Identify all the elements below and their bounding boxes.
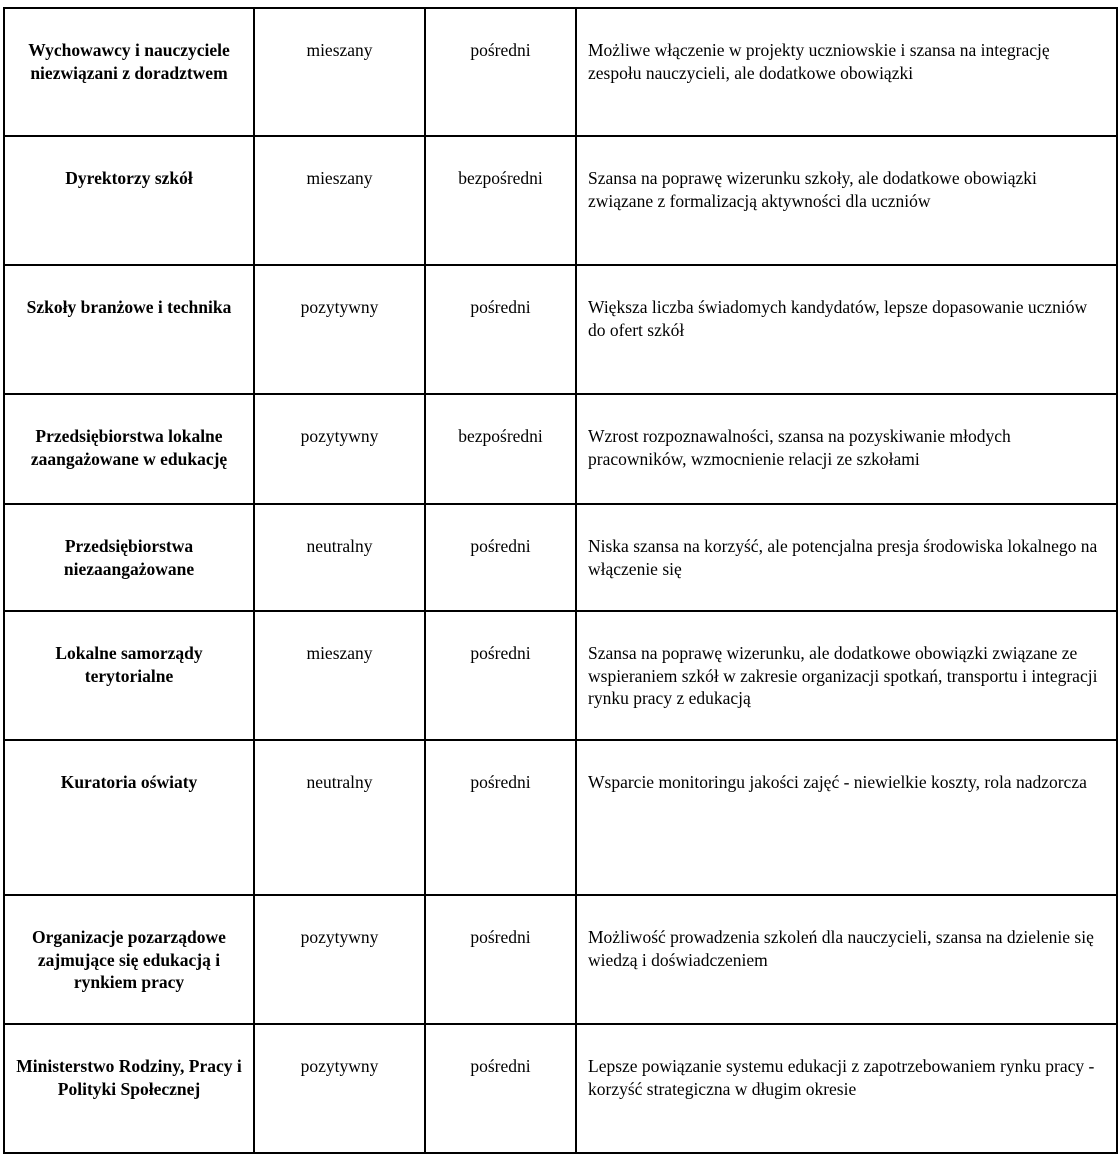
table-row (4, 895, 1117, 1024)
impact-value: mieszany (254, 8, 425, 136)
impact-type: pośredni (425, 895, 576, 1024)
impact-description: Możliwe włączenie w projekty uczniowskie i szansa na integrację zespołu nauczycieli, ale dodatkowe obowiązki (576, 8, 1117, 136)
table-row (4, 504, 1117, 611)
impact-value: neutralny (254, 504, 425, 611)
impact-type: pośredni (425, 1024, 576, 1153)
impact-value: pozytywny (254, 895, 425, 1024)
table-row (4, 611, 1117, 740)
impact-value: pozytywny (254, 265, 425, 394)
impact-description: Lepsze powiązanie systemu edukacji z zapotrzebowaniem rynku pracy - korzyść strategiczna w długim okresie (576, 1024, 1117, 1153)
impact-value: mieszany (254, 136, 425, 265)
stakeholder-name: Kuratoria oświaty (4, 740, 254, 895)
stakeholder-name: Przedsiębiorstwa niezaangażowane (4, 504, 254, 611)
impact-value: neutralny (254, 740, 425, 895)
impact-type: pośredni (425, 611, 576, 740)
impact-value: mieszany (254, 611, 425, 740)
stakeholder-name: Organizacje pozarządowe zajmujące się edukacją i rynkiem pracy (4, 895, 254, 1024)
stakeholder-name: Ministerstwo Rodziny, Pracy i Polityki Społecznej (4, 1024, 254, 1153)
table-row (4, 136, 1117, 265)
stakeholder-name: Przedsiębiorstwa lokalne zaangażowane w edukację (4, 394, 254, 504)
stakeholder-name: Dyrektorzy szkół (4, 136, 254, 265)
table-row (4, 740, 1117, 895)
table-row (4, 394, 1117, 504)
impact-description: Możliwość prowadzenia szkoleń dla nauczycieli, szansa na dzielenie się wiedzą i doświadczeniem (576, 895, 1117, 1024)
table-row (4, 8, 1117, 136)
table-row (4, 1024, 1117, 1153)
impact-type: pośredni (425, 740, 576, 895)
stakeholder-name: Lokalne samorządy terytorialne (4, 611, 254, 740)
impact-description: Niska szansa na korzyść, ale potencjalna presja środowiska lokalnego na włączenie się (576, 504, 1117, 611)
impact-type: pośredni (425, 504, 576, 611)
stakeholder-name: Wychowawcy i nauczyciele niezwiązani z doradztwem (4, 8, 254, 136)
impact-description: Wzrost rozpoznawalności, szansa na pozyskiwanie młodych pracowników, wzmocnienie relacji ze szkołami (576, 394, 1117, 504)
impact-value: pozytywny (254, 1024, 425, 1153)
impact-description: Szansa na poprawę wizerunku szkoły, ale dodatkowe obowiązki związane z formalizacją aktywności dla uczniów (576, 136, 1117, 265)
stakeholder-name: Szkoły branżowe i technika (4, 265, 254, 394)
impact-description: Szansa na poprawę wizerunku, ale dodatkowe obowiązki związane ze wspieraniem szkół w zakresie organizacji spotkań, transportu i integracji rynku pracy z edukacją (576, 611, 1117, 740)
impact-type: pośredni (425, 265, 576, 394)
impact-description: Większa liczba świadomych kandydatów, lepsze dopasowanie uczniów do ofert szkół (576, 265, 1117, 394)
stakeholder-table (3, 7, 1118, 1154)
impact-type: bezpośredni (425, 394, 576, 504)
impact-value: pozytywny (254, 394, 425, 504)
impact-type: pośredni (425, 8, 576, 136)
impact-description: Wsparcie monitoringu jakości zajęć - niewielkie koszty, rola nadzorcza (576, 740, 1117, 895)
impact-type: bezpośredni (425, 136, 576, 265)
table-row (4, 265, 1117, 394)
